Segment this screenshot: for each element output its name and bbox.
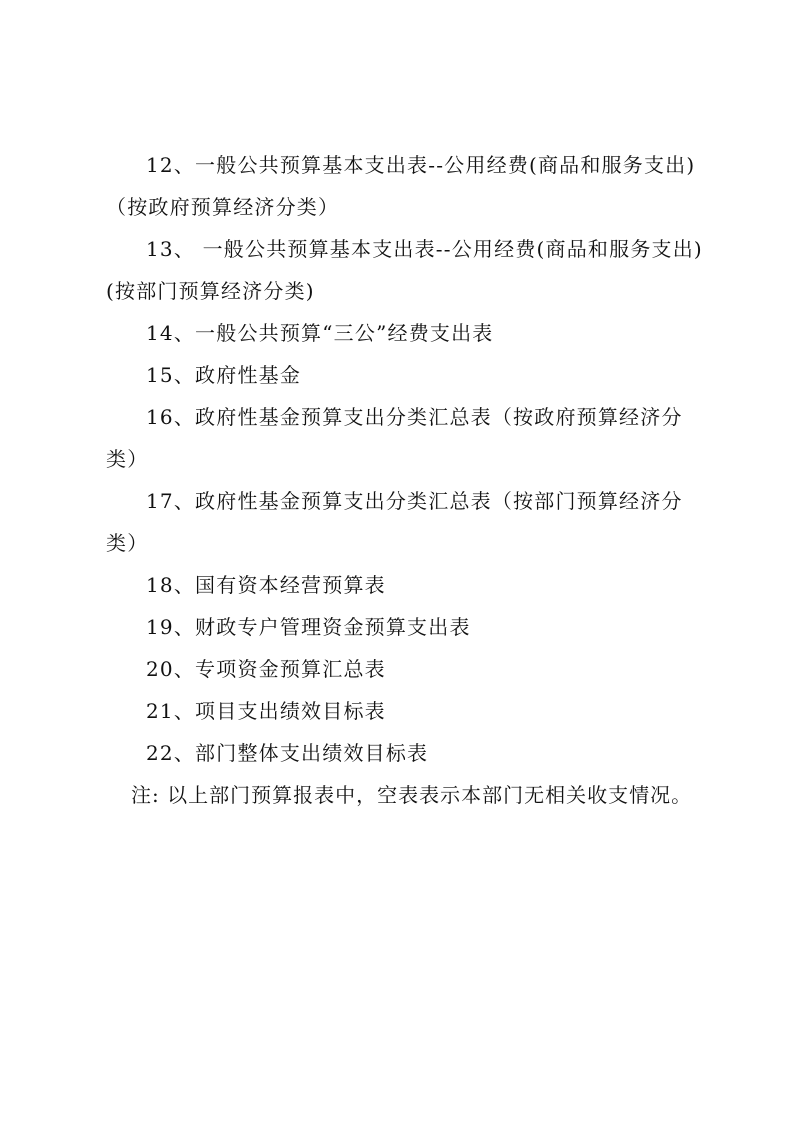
list-item-14: 14、一般公共预算“三公”经费支出表 (146, 321, 494, 345)
list-item-18: 18、国有资本经营预算表 (146, 573, 386, 597)
list-item-22: 22、部门整体支出绩效目标表 (146, 741, 429, 765)
list-item-20: 20、专项资金预算汇总表 (146, 657, 386, 681)
footnote: 注: 以上部门预算报表中，空表表示本部门无相关收支情况。 (131, 783, 693, 807)
table-list (106, 144, 706, 816)
list-item-17: 17、政府性基金预算支出分类汇总表（按部门预算经济分类） (106, 489, 683, 555)
list-item-12: 12、一般公共预算基本支出表--公用经费(商品和服务支出)（按政府预算经济分类） (106, 153, 696, 219)
list-item-15: 15、政府性基金 (146, 363, 302, 387)
list-item-16: 16、政府性基金预算支出分类汇总表（按政府预算经济分类） (106, 405, 683, 471)
list-item-19: 19、财政专户管理资金预算支出表 (146, 615, 471, 639)
list-item-13: 13、 一般公共预算基本支出表--公用经费(商品和服务支出)(按部门预算经济分类) (106, 237, 703, 303)
list-item-21: 21、项目支出绩效目标表 (146, 699, 386, 723)
